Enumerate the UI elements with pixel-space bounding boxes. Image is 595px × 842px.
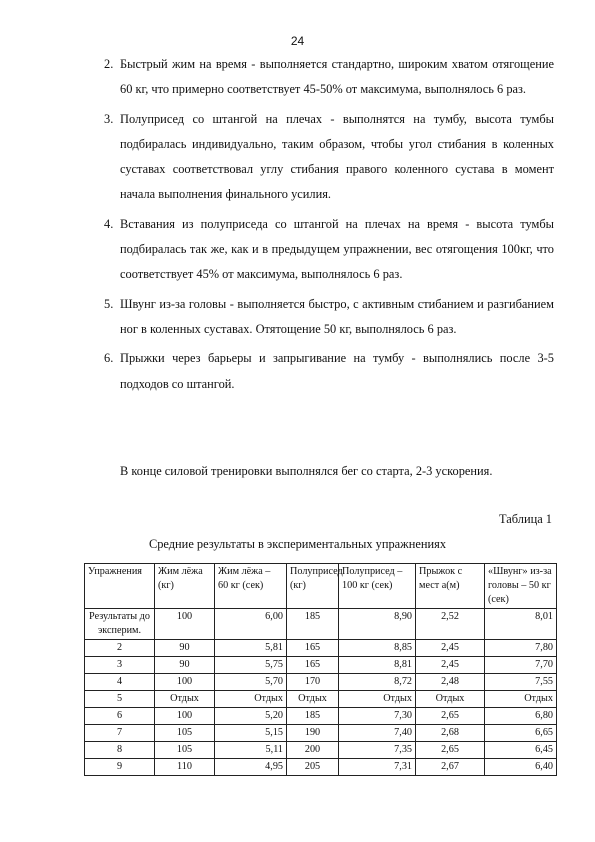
table-cell: 2,68 [416, 725, 485, 742]
table-cell: 105 [155, 725, 215, 742]
table-cell: 2,67 [416, 759, 485, 776]
table-cell: 7,30 [339, 708, 416, 725]
list-item [104, 346, 554, 397]
table-cell: 6,40 [485, 759, 557, 776]
list-item-number: 6. [104, 351, 114, 366]
table-cell: 7,35 [339, 742, 416, 759]
list-item-text: Вставания из полуприседа со штангой на плечах на время - высота тумбы подбиралась так же, как и в предыдущем упражнении, вес отягощения 100кг, что соответствует 45% от максимума, выполнялось 6 раз. [120, 216, 554, 282]
table-header-cell: «Швунг» из-за головы – 50 кг (сек) [485, 564, 557, 609]
list-item-number: 2. [104, 57, 114, 71]
table-cell: 7,40 [339, 725, 416, 742]
table-row [85, 691, 557, 708]
table-cell: 4,95 [215, 759, 287, 776]
page-number: 24 [290, 34, 305, 48]
list-item-number: 5. [104, 296, 114, 311]
table-cell: 6,45 [485, 742, 557, 759]
table-row [85, 640, 557, 657]
list-item-text: Полуприсед со штангой на плечах - выполнятся на тумбу, высота тумбы подбиралась индивидуально, таким образом, чтобы угол стибания в коленных суставах соответствовал углу стибания правого коленного сустава в момент начала выполнения финального усилия. [120, 111, 554, 202]
table-cell: 8,81 [339, 657, 416, 674]
table-cell: 7,31 [339, 759, 416, 776]
list-item-text: Прыжки через барьеры и запрыгивание на тумбу - выполнялись после 3-5 подходов со штангой. [120, 351, 554, 391]
table-cell: 5,15 [215, 725, 287, 742]
table-row [85, 708, 557, 725]
table-cell: 4 [85, 674, 155, 691]
table-cell: 7,55 [485, 674, 557, 691]
table-cell: 205 [287, 759, 339, 776]
list-item-text: Быстрый жим на время - выполняется стандартно, широким хватом отягощение 60 кг, что примерно соответствует 45-50% от максимума, выполнялось 6 раз. [120, 57, 554, 97]
list-item-text: Швунг из-за головы - выполняется быстро, с активным стибанием и разгибанием ног в коленных суставах. Отятощение 50 кг, выполнялось 6 раз. [120, 296, 554, 336]
list-item [104, 52, 554, 103]
table-header-cell: Жим лёжа (кг) [155, 564, 215, 609]
table-cell: 2,48 [416, 674, 485, 691]
table-row [85, 609, 557, 640]
table-cell: 8 [85, 742, 155, 759]
table-cell: 2,65 [416, 742, 485, 759]
table-cell: 105 [155, 742, 215, 759]
table-cell: 2,52 [416, 609, 485, 640]
table-row [85, 657, 557, 674]
list-item [104, 212, 554, 288]
table-cell: 7,70 [485, 657, 557, 674]
list-item-number: 4. [104, 216, 114, 231]
table-cell: 2 [85, 640, 155, 657]
table-cell: 7 [85, 725, 155, 742]
table-cell: 8,01 [485, 609, 557, 640]
table-header-cell: Полуприсед – 100 кг (сек) [339, 564, 416, 609]
table-cell: 5,20 [215, 708, 287, 725]
closing-paragraph: В конце силовой тренировки выполнялся бег со старта, 2-3 ускорения. [120, 464, 493, 478]
table-cell: 185 [287, 609, 339, 640]
table-cell: 110 [155, 759, 215, 776]
list-item [104, 107, 554, 208]
table-cell: 6,00 [215, 609, 287, 640]
table-cell: 100 [155, 674, 215, 691]
table-row [85, 674, 557, 691]
table-header-cell: Упражнения [85, 564, 155, 609]
list-item [104, 292, 554, 343]
table-cell: 2,65 [416, 708, 485, 725]
table-cell: 100 [155, 609, 215, 640]
table-cell: Отдых [155, 691, 215, 708]
table-row [85, 759, 557, 776]
table-header-cell: Полуприсед (кг) [287, 564, 339, 609]
table-cell: 100 [155, 708, 215, 725]
table-header-cell: Жим лёжа – 60 кг (сек) [215, 564, 287, 609]
table-cell: Результаты до эксперим. [85, 609, 155, 640]
table-cell: 170 [287, 674, 339, 691]
exercise-list [104, 52, 554, 401]
table-cell: 5,70 [215, 674, 287, 691]
table-cell: 165 [287, 657, 339, 674]
table-cell: 90 [155, 657, 215, 674]
table-cell: 190 [287, 725, 339, 742]
table-cell: 3 [85, 657, 155, 674]
table-cell: 7,80 [485, 640, 557, 657]
table-cell: 2,45 [416, 640, 485, 657]
table-label: Таблица 1 [499, 512, 552, 526]
table-cell: 8,90 [339, 609, 416, 640]
table-header-cell: Прыжок с мест а(м) [416, 564, 485, 609]
results-table [84, 563, 557, 776]
table-cell: 6 [85, 708, 155, 725]
table-row [85, 725, 557, 742]
table-cell: 90 [155, 640, 215, 657]
table-caption: Средние результаты в экспериментальных упражнениях [148, 537, 447, 551]
table-cell: 5,81 [215, 640, 287, 657]
table-cell: Отдых [287, 691, 339, 708]
list-item-number: 3. [104, 111, 114, 126]
table-header-row [85, 564, 557, 609]
table-cell: Отдых [416, 691, 485, 708]
table-cell: 5 [85, 691, 155, 708]
table-cell: 185 [287, 708, 339, 725]
table-cell: 9 [85, 759, 155, 776]
table-cell: 200 [287, 742, 339, 759]
table-cell: 2,45 [416, 657, 485, 674]
table-cell: Отдых [339, 691, 416, 708]
table-cell: 6,65 [485, 725, 557, 742]
table-cell: 6,80 [485, 708, 557, 725]
table-row [85, 742, 557, 759]
table-cell: Отдых [485, 691, 557, 708]
table-cell: 8,85 [339, 640, 416, 657]
table-cell: 5,75 [215, 657, 287, 674]
table-cell: 5,11 [215, 742, 287, 759]
table-cell: 8,72 [339, 674, 416, 691]
table-cell: Отдых [215, 691, 287, 708]
table-cell: 165 [287, 640, 339, 657]
